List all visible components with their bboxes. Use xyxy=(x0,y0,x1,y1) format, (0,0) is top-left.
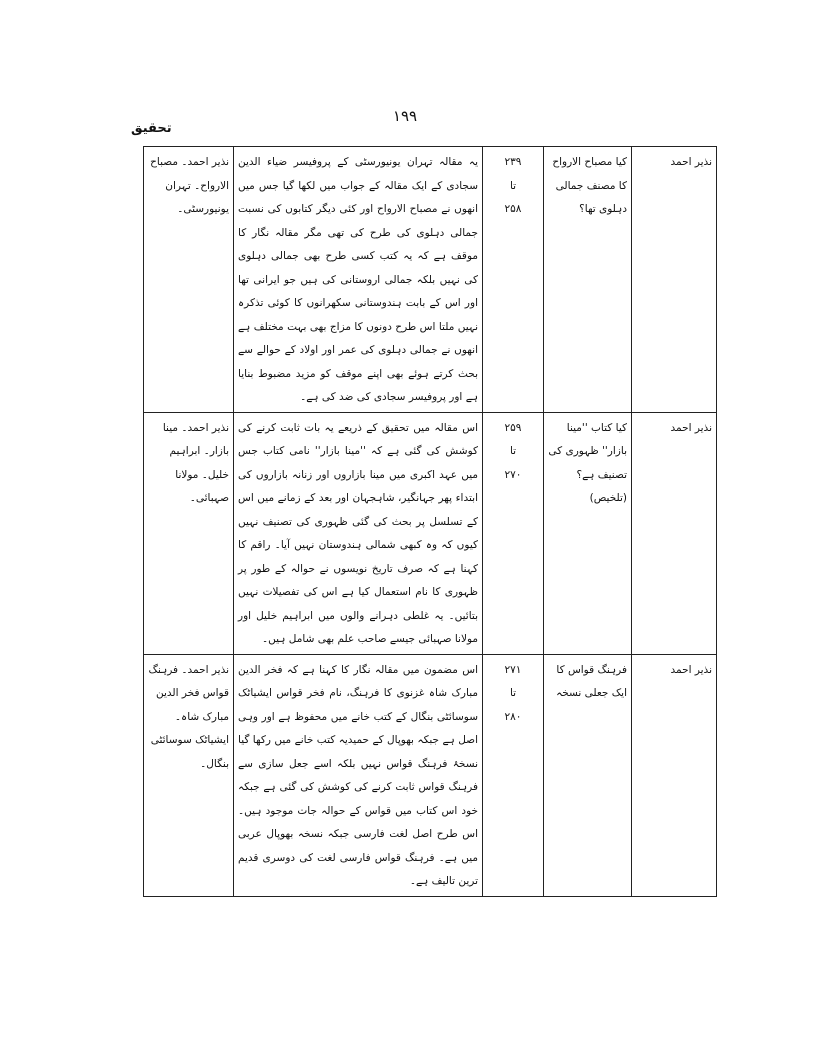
author-cell: نذیر احمد xyxy=(632,412,717,654)
pages-cell xyxy=(483,654,544,896)
table-row xyxy=(144,147,717,413)
pages-cell xyxy=(483,147,544,413)
author-cell: نذیر احمد xyxy=(632,654,717,896)
reference-cell: نذیر احمد۔ مینا بازار۔ ابراہیم خلیل۔ مولانا صہبائی۔ xyxy=(144,412,234,654)
page-number: ۱۹۹ xyxy=(392,107,418,125)
reference-cell: نذیر احمد۔ فرہنگ قواس فخر الدین مبارک شاہ۔ ایشیاٹک سوسائٹی بنگال۔ xyxy=(144,654,234,896)
page-end: ۲۸۰ xyxy=(504,710,522,723)
table-row xyxy=(144,654,717,896)
page-to: تا xyxy=(509,179,517,192)
title-cell: کیا مصباح الارواح کا مصنف جمالی دہلوی تھا؟ xyxy=(544,147,632,413)
bibliography-table xyxy=(143,146,717,897)
title-cell: کیا کتاب ''مینا بازار'' ظہوری کی تصنیف ہے؟ (تلخیص) xyxy=(544,412,632,654)
page-start: ۲۵۹ xyxy=(504,421,522,434)
table-row xyxy=(144,412,717,654)
page-start: ۲۷۱ xyxy=(504,663,522,676)
author-cell: نذیر احمد xyxy=(632,147,717,413)
page-end: ۲۷۰ xyxy=(504,468,522,481)
reference-cell: نذیر احمد۔ مصباح الارواح۔ تہران یونیورسٹی۔ xyxy=(144,147,234,413)
summary-cell: اس مقالہ میں تحقیق کے ذریعے یہ بات ثابت کرنے کی کوشش کی گئی ہے کہ ''مینا بازار'' نامی کتاب جس میں عہد اکبری میں مینا بازاروں اور زنانہ بازاروں کی ابتداء پھر جہانگیر، شاہجہان اور بعد کے زمانے میں اس کے تسلسل پر بحث کی گئی ظہوری کی تصنیف نہیں کیوں کہ وہ کبھی شمالی ہندوستان نہیں آیا۔ راقم کا کہنا ہے کہ صرف تاریخ نویسوں نے حوالہ کے طور پر ظہوری کا نام استعمال کیا ہے اس کی تفصیلات نہیں بتائیں۔ یہ غلطی دہرانے والوں میں ابراہیم خلیل اور مولانا صہبائی جیسے صاحب علم بھی شامل ہیں۔ xyxy=(234,412,483,654)
section-title: تحقیق xyxy=(131,121,172,136)
page-end: ۲۵۸ xyxy=(504,203,522,215)
summary-cell: یہ مقالہ تہران یونیورسٹی کے پروفیسر ضیاء الدین سجادی کے ایک مقالہ کے جواب میں لکھا گیا جس میں انھوں نے مصباح الارواح اور کئی دیگر کتابوں کی نسبت جمالی دہلوی کی طرح کی تھی مگر مقالہ نگار کا موقف ہے کہ یہ کتب کسی طرح بھی جمالی دہلوی کی نہیں بلکہ جمالی اروستانی کی ہیں جو ایرانی تھا اور اس کے بابت ہندوستانی سکھرانوں کا کوئی تذکرہ نہیں ملتا اس طرح دونوں کا مزاج بھی بہت مختلف ہے انھوں نے جمالی دہلوی کی عمر اور اولاد کے حوالے سے بحث کرتے ہوئے بھی اپنے موقف کو مزید مضبوط بنایا ہے اور پروفیسر سجادی کی ضد کی ہے۔ xyxy=(234,147,483,413)
title-cell: فرہنگ قواس کا ایک جعلی نسخہ xyxy=(544,654,632,896)
page-start: ۲۳۹ xyxy=(504,156,522,168)
summary-cell: اس مضمون میں مقالہ نگار کا کہنا ہے کہ فخر الدین مبارک شاہ غزنوی کا فرہنگ، نام فخر قواس ایشیاٹک سوسائٹی بنگال کے کتب خانے میں محفوظ ہے اور وہی اصل ہے جبکہ بھوپال کے حمیدیہ کتب خانے میں رکھا گیا نسخۂ فرہنگ قواس نہیں بلکہ اسے جعل سازی سے فرہنگ قواس ثابت کرنے کی کوشش کی گئی ہے جبکہ خود اس کتاب میں قواس کے حوالہ جات موجود ہیں۔ اس طرح اصل لغت فارسی جبکہ نسخہ بھوپال عربی میں ہے۔ فرہنگ قواس فارسی لغت کی دوسری قدیم ترین تالیف ہے۔ xyxy=(234,654,483,896)
page-to: تا xyxy=(509,445,517,457)
pages-cell xyxy=(483,412,544,654)
page-to: تا xyxy=(509,687,517,699)
